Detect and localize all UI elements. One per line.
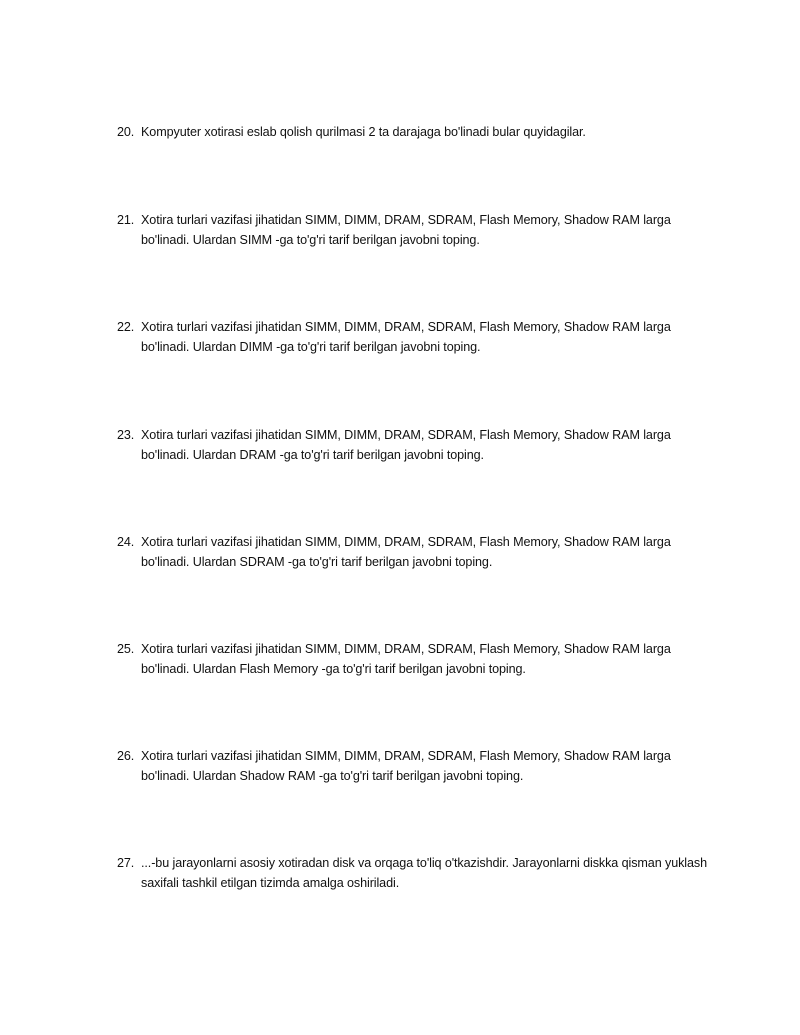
question-text: Kompyuter xotirasi eslab qolish qurilmasi 2 ta darajaga bo'linadi bular quyidagilar. <box>141 125 586 139</box>
question-item <box>117 854 707 893</box>
question-item <box>117 640 707 679</box>
question-text: Xotira turlari vazifasi jihatidan SIMM, DIMM, DRAM, SDRAM, Flash Memory, Shadow RAM larga bo'linadi. Ulardan SDRAM -ga to'g'ri tarif berilgan javobni toping. <box>141 535 671 569</box>
question-item <box>117 123 707 143</box>
question-text: ...-bu jarayonlarni asosiy xotiradan disk va orqaga to'liq o'tkazishdir. Jarayonlarni diskka qisman yuklash saxifali tashkil etilgan tizimda amalga oshiriladi. <box>141 856 708 890</box>
question-item <box>117 533 707 572</box>
question-text: Xotira turlari vazifasi jihatidan SIMM, DIMM, DRAM, SDRAM, Flash Memory, Shadow RAM larga bo'linadi. Ulardan Flash Memory -ga to'g'ri tarif berilgan javobni toping. <box>141 642 671 676</box>
question-text: Xotira turlari vazifasi jihatidan SIMM, DIMM, DRAM, SDRAM, Flash Memory, Shadow RAM larga bo'linadi. Ulardan Shadow RAM -ga to'g'ri tarif berilgan javobni toping. <box>141 749 671 783</box>
question-item <box>117 318 707 357</box>
question-number: 26. <box>117 749 135 763</box>
question-item <box>117 747 707 786</box>
question-number: 25. <box>117 642 135 656</box>
question-item <box>117 211 707 250</box>
question-number: 27. <box>117 856 135 870</box>
question-number: 22. <box>117 320 135 334</box>
question-number: 24. <box>117 535 135 549</box>
question-number: 20. <box>117 125 135 139</box>
question-item <box>117 426 707 465</box>
question-text: Xotira turlari vazifasi jihatidan SIMM, DIMM, DRAM, SDRAM, Flash Memory, Shadow RAM larga bo'linadi. Ulardan SIMM -ga to'g'ri tarif berilgan javobni toping. <box>141 213 671 247</box>
question-text: Xotira turlari vazifasi jihatidan SIMM, DIMM, DRAM, SDRAM, Flash Memory, Shadow RAM larga bo'linadi. Ulardan DIMM -ga to'g'ri tarif berilgan javobni toping. <box>141 320 671 354</box>
question-number: 21. <box>117 213 135 227</box>
question-number: 23. <box>117 428 135 442</box>
question-text: Xotira turlari vazifasi jihatidan SIMM, DIMM, DRAM, SDRAM, Flash Memory, Shadow RAM larga bo'linadi. Ulardan DRAM -ga to'g'ri tarif berilgan javobni toping. <box>141 428 671 462</box>
